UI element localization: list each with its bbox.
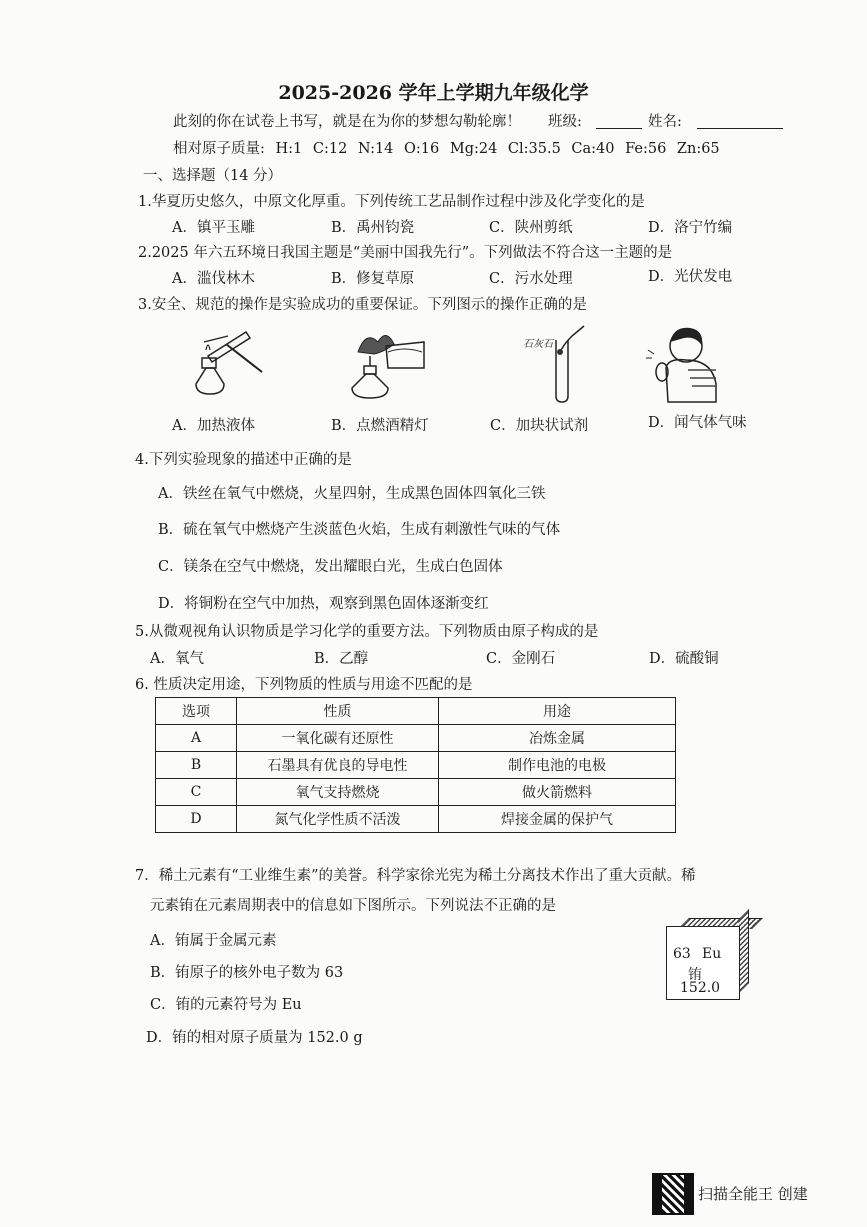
limestone-label: 石灰石 (523, 339, 553, 350)
atomic-mass: 152.0 (680, 980, 721, 996)
q4-option-a[interactable]: A．铁丝在氧气中燃烧，火星四射，生成黑色固体四氧化三铁 (158, 486, 546, 502)
q1-option-d[interactable]: D．洛宁竹编 (648, 220, 733, 236)
class-label: 班级: (548, 114, 582, 130)
table-cell: 制作电池的电极 (439, 752, 676, 779)
q3-option-d[interactable]: D．闻气体气味 (648, 415, 747, 431)
table-header-row (156, 698, 676, 725)
question-4-stem: 4.下列实验现象的描述中正确的是 (135, 452, 352, 468)
question-1-stem: 1.华夏历史悠久，中原文化厚重。下列传统工艺品制作过程中涉及化学变化的是 (138, 194, 645, 210)
table-cell: 氧气支持燃烧 (237, 779, 439, 806)
q4-option-d[interactable]: D．将铜粉在空气中加热，观察到黑色固体逐渐变红 (158, 596, 489, 612)
question-3-stem: 3.安全、规范的操作是实验成功的重要保证。下列图示的操作正确的是 (138, 297, 587, 313)
q7-option-d[interactable]: D．铕的相对原子质量为 152.0 g (146, 1030, 363, 1046)
table-cell: 冶炼金属 (439, 725, 676, 752)
q2-option-b[interactable]: B．修复草原 (331, 271, 415, 287)
atomic-masses: 相对原子质量: H:1 C:12 N:14 O:16 Mg:24 Cl:35.5 Ca:40 Fe:56 Zn:65 (173, 141, 720, 157)
column-header: 性质 (237, 698, 439, 725)
q4-option-b[interactable]: B．硫在氧气中燃烧产生淡蓝色火焰，生成有刺激性气味的气体 (158, 522, 561, 538)
q1-option-c[interactable]: C．陕州剪纸 (489, 220, 573, 236)
q1-option-a[interactable]: A．镇平玉雕 (172, 220, 255, 236)
table-cell: C (156, 779, 237, 806)
page-title: 2025-2026 学年上学期九年级化学 (278, 82, 589, 104)
qr-code-icon (652, 1173, 694, 1215)
column-header: 选项 (156, 698, 237, 725)
q3-option-c[interactable]: C．加块状试剂 (490, 418, 589, 434)
q3-option-a[interactable]: A．加热液体 (172, 418, 255, 434)
motto: 此刻的你在试卷上书写，就是在为你的梦想勾勒轮廓！ (173, 114, 521, 130)
q3-option-b[interactable]: B．点燃酒精灯 (331, 418, 429, 434)
name-field[interactable] (697, 110, 783, 129)
q5-option-d[interactable]: D．硫酸铜 (649, 651, 719, 667)
table-row (156, 752, 676, 779)
question-6-stem: 6. 性质决定用途，下列物质的性质与用途不匹配的是 (135, 677, 473, 693)
table-cell: 一氧化碳有还原性 (237, 725, 439, 752)
question-5-stem: 5.从微观视角认识物质是学习化学的重要方法。下列物质由原子构成的是 (135, 624, 599, 640)
heating-liquid-figure (188, 322, 272, 404)
question-7-stem-line2: 元素铕在元素周期表中的信息如下图所示。下列说法不正确的是 (150, 898, 556, 914)
scanner-watermark: 扫描全能王 创建 (698, 1185, 808, 1203)
table-row (156, 806, 676, 833)
q1-option-b[interactable]: B．禹州钧瓷 (331, 220, 415, 236)
q5-option-b[interactable]: B．乙醇 (314, 651, 369, 667)
q7-option-c[interactable]: C．铕的元素符号为 Eu (150, 997, 302, 1013)
table-row (156, 779, 676, 806)
element-symbol: Eu (702, 946, 722, 962)
table-cell: 石墨具有优良的导电性 (237, 752, 439, 779)
q5-option-c[interactable]: C．金刚石 (486, 651, 556, 667)
solid-reagent-figure (550, 322, 596, 404)
q5-option-a[interactable]: A．氧气 (150, 651, 204, 667)
name-label: 姓名: (648, 114, 682, 130)
smelling-gas-figure (640, 322, 722, 404)
q7-option-b[interactable]: B．铕原子的核外电子数为 63 (150, 965, 344, 981)
q7-option-a[interactable]: A．铕属于金属元素 (150, 933, 277, 949)
section-heading: 一、选择题（14 分） (143, 168, 283, 184)
table-cell: 焊接金属的保护气 (439, 806, 676, 833)
question-2-stem: 2.2025 年六五环境日我国主题是“美丽中国我先行”。下列做法不符合这一主题的是 (138, 245, 673, 261)
table-cell: B (156, 752, 237, 779)
lighting-lamp-figure (344, 322, 430, 404)
table-cell: A (156, 725, 237, 752)
properties-table (155, 697, 676, 833)
q2-option-c[interactable]: C．污水处理 (489, 271, 573, 287)
column-header: 用途 (439, 698, 676, 725)
table-cell: D (156, 806, 237, 833)
table-cell: 做火箭燃料 (439, 779, 676, 806)
class-field[interactable] (596, 110, 642, 129)
atomic-number: 63 (673, 946, 691, 962)
element-name: 铕 (688, 967, 702, 983)
q4-option-c[interactable]: C．镁条在空气中燃烧，发出耀眼白光，生成白色固体 (158, 559, 503, 575)
question-7-stem-line1: 7．稀土元素有“工业维生素”的美誉。科学家徐光宪为稀土分离技术作出了重大贡献。稀 (135, 868, 696, 884)
table-cell: 氮气化学性质不活泼 (237, 806, 439, 833)
q2-option-a[interactable]: A．滥伐林木 (172, 271, 255, 287)
table-row (156, 725, 676, 752)
q2-option-d[interactable]: D．光伏发电 (648, 269, 733, 285)
